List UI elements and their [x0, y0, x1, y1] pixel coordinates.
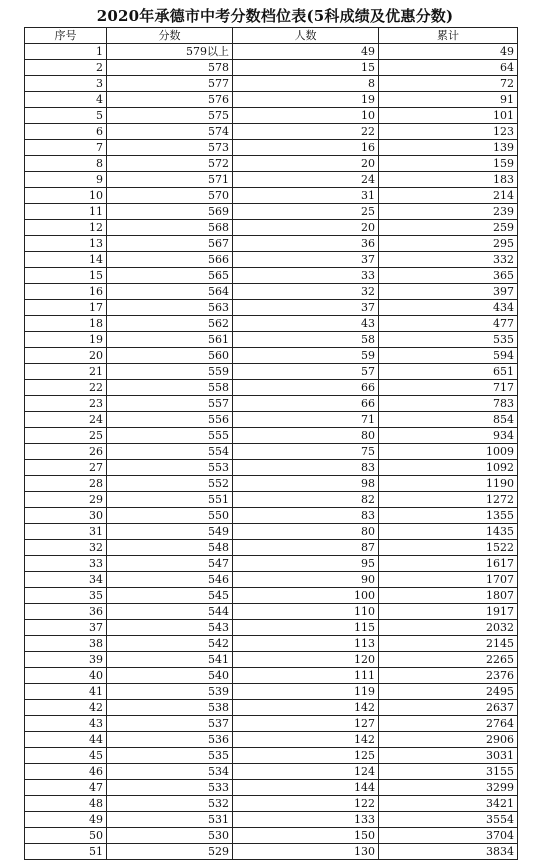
- cell-cumulative: 49: [379, 44, 518, 60]
- cell-index: 4: [25, 92, 107, 108]
- cell-score: 544: [107, 604, 233, 620]
- table-row: [25, 620, 518, 636]
- cell-count: 22: [233, 124, 379, 140]
- table-row: [25, 700, 518, 716]
- table-row: [25, 604, 518, 620]
- cell-score: 531: [107, 812, 233, 828]
- cell-cumulative: 3554: [379, 812, 518, 828]
- cell-cumulative: 1009: [379, 444, 518, 460]
- cell-index: 5: [25, 108, 107, 124]
- cell-cumulative: 397: [379, 284, 518, 300]
- table-row: [25, 300, 518, 316]
- table-row: [25, 172, 518, 188]
- cell-score: 545: [107, 588, 233, 604]
- cell-cumulative: 651: [379, 364, 518, 380]
- table-row: [25, 236, 518, 252]
- cell-score: 549: [107, 524, 233, 540]
- table-row: [25, 492, 518, 508]
- cell-count: 115: [233, 620, 379, 636]
- cell-index: 49: [25, 812, 107, 828]
- cell-cumulative: 1272: [379, 492, 518, 508]
- cell-cumulative: 2376: [379, 668, 518, 684]
- cell-count: 113: [233, 636, 379, 652]
- cell-count: 125: [233, 748, 379, 764]
- cell-index: 9: [25, 172, 107, 188]
- cell-count: 95: [233, 556, 379, 572]
- cell-index: 34: [25, 572, 107, 588]
- cell-score: 575: [107, 108, 233, 124]
- cell-cumulative: 1807: [379, 588, 518, 604]
- cell-count: 120: [233, 652, 379, 668]
- cell-index: 44: [25, 732, 107, 748]
- cell-index: 46: [25, 764, 107, 780]
- cell-index: 36: [25, 604, 107, 620]
- cell-index: 1: [25, 44, 107, 60]
- cell-index: 47: [25, 780, 107, 796]
- cell-index: 24: [25, 412, 107, 428]
- cell-cumulative: 2032: [379, 620, 518, 636]
- cell-cumulative: 2265: [379, 652, 518, 668]
- cell-score: 555: [107, 428, 233, 444]
- cell-score: 533: [107, 780, 233, 796]
- table-row: [25, 364, 518, 380]
- cell-index: 40: [25, 668, 107, 684]
- score-distribution-table: [24, 27, 518, 860]
- table-row: [25, 636, 518, 652]
- cell-cumulative: 1707: [379, 572, 518, 588]
- cell-index: 26: [25, 444, 107, 460]
- cell-count: 83: [233, 508, 379, 524]
- cell-cumulative: 934: [379, 428, 518, 444]
- cell-score: 530: [107, 828, 233, 844]
- cell-cumulative: 1092: [379, 460, 518, 476]
- cell-index: 16: [25, 284, 107, 300]
- table-row: [25, 156, 518, 172]
- cell-cumulative: 783: [379, 396, 518, 412]
- table-row: [25, 204, 518, 220]
- cell-cumulative: 295: [379, 236, 518, 252]
- cell-cumulative: 72: [379, 76, 518, 92]
- cell-score: 577: [107, 76, 233, 92]
- cell-count: 82: [233, 492, 379, 508]
- table-row: [25, 764, 518, 780]
- cell-count: 49: [233, 44, 379, 60]
- cell-cumulative: 2145: [379, 636, 518, 652]
- cell-count: 33: [233, 268, 379, 284]
- cell-cumulative: 1435: [379, 524, 518, 540]
- cell-score: 561: [107, 332, 233, 348]
- table-row: [25, 220, 518, 236]
- table-row: [25, 540, 518, 556]
- cell-index: 7: [25, 140, 107, 156]
- cell-cumulative: 1917: [379, 604, 518, 620]
- cell-index: 21: [25, 364, 107, 380]
- table-row: [25, 748, 518, 764]
- cell-cumulative: 332: [379, 252, 518, 268]
- cell-score: 578: [107, 60, 233, 76]
- cell-cumulative: 2906: [379, 732, 518, 748]
- cell-count: 122: [233, 796, 379, 812]
- cell-count: 75: [233, 444, 379, 460]
- cell-index: 28: [25, 476, 107, 492]
- cell-score: 553: [107, 460, 233, 476]
- table-row: [25, 716, 518, 732]
- table-row: [25, 124, 518, 140]
- cell-index: 6: [25, 124, 107, 140]
- cell-cumulative: 1355: [379, 508, 518, 524]
- cell-index: 51: [25, 844, 107, 860]
- cell-cumulative: 434: [379, 300, 518, 316]
- cell-count: 10: [233, 108, 379, 124]
- cell-count: 142: [233, 732, 379, 748]
- cell-score: 579以上: [107, 44, 233, 60]
- table-row: [25, 588, 518, 604]
- cell-score: 547: [107, 556, 233, 572]
- table-row: [25, 460, 518, 476]
- cell-score: 529: [107, 844, 233, 860]
- table-row: [25, 796, 518, 812]
- cell-score: 559: [107, 364, 233, 380]
- cell-count: 142: [233, 700, 379, 716]
- cell-score: 534: [107, 764, 233, 780]
- cell-cumulative: 717: [379, 380, 518, 396]
- table-body: [25, 44, 518, 860]
- cell-score: 567: [107, 236, 233, 252]
- table-row: [25, 284, 518, 300]
- column-header-score: 分数: [107, 28, 233, 44]
- cell-index: 39: [25, 652, 107, 668]
- cell-cumulative: 477: [379, 316, 518, 332]
- cell-count: 25: [233, 204, 379, 220]
- cell-index: 15: [25, 268, 107, 284]
- cell-index: 27: [25, 460, 107, 476]
- table-row: [25, 524, 518, 540]
- cell-count: 100: [233, 588, 379, 604]
- cell-score: 536: [107, 732, 233, 748]
- cell-count: 57: [233, 364, 379, 380]
- cell-index: 20: [25, 348, 107, 364]
- table-row: [25, 684, 518, 700]
- cell-count: 15: [233, 60, 379, 76]
- cell-score: 568: [107, 220, 233, 236]
- cell-index: 48: [25, 796, 107, 812]
- cell-score: 542: [107, 636, 233, 652]
- cell-index: 42: [25, 700, 107, 716]
- table-row: [25, 652, 518, 668]
- cell-score: 551: [107, 492, 233, 508]
- cell-score: 570: [107, 188, 233, 204]
- cell-index: 8: [25, 156, 107, 172]
- table-row: [25, 396, 518, 412]
- cell-cumulative: 1522: [379, 540, 518, 556]
- table-row: [25, 188, 518, 204]
- cell-count: 83: [233, 460, 379, 476]
- table-row: [25, 252, 518, 268]
- cell-score: 564: [107, 284, 233, 300]
- table-row: [25, 332, 518, 348]
- table-row: [25, 668, 518, 684]
- cell-index: 41: [25, 684, 107, 700]
- cell-count: 16: [233, 140, 379, 156]
- table-row: [25, 412, 518, 428]
- cell-score: 558: [107, 380, 233, 396]
- cell-cumulative: 101: [379, 108, 518, 124]
- cell-cumulative: 535: [379, 332, 518, 348]
- column-header-count: 人数: [233, 28, 379, 44]
- cell-count: 20: [233, 156, 379, 172]
- cell-index: 11: [25, 204, 107, 220]
- cell-count: 98: [233, 476, 379, 492]
- cell-count: 80: [233, 524, 379, 540]
- column-header-cumulative: 累计: [379, 28, 518, 44]
- table-row: [25, 380, 518, 396]
- table-row: [25, 508, 518, 524]
- cell-score: 550: [107, 508, 233, 524]
- table-row: [25, 476, 518, 492]
- cell-cumulative: 139: [379, 140, 518, 156]
- cell-index: 12: [25, 220, 107, 236]
- table-row: [25, 556, 518, 572]
- cell-cumulative: 594: [379, 348, 518, 364]
- cell-cumulative: 239: [379, 204, 518, 220]
- cell-score: 532: [107, 796, 233, 812]
- table-row: [25, 140, 518, 156]
- cell-count: 144: [233, 780, 379, 796]
- cell-count: 32: [233, 284, 379, 300]
- cell-count: 133: [233, 812, 379, 828]
- cell-index: 32: [25, 540, 107, 556]
- cell-index: 38: [25, 636, 107, 652]
- cell-cumulative: 2637: [379, 700, 518, 716]
- cell-score: 538: [107, 700, 233, 716]
- table-row: [25, 844, 518, 860]
- cell-score: 563: [107, 300, 233, 316]
- column-header-index: 序号: [25, 28, 107, 44]
- cell-cumulative: 91: [379, 92, 518, 108]
- cell-index: 30: [25, 508, 107, 524]
- cell-score: 569: [107, 204, 233, 220]
- cell-index: 3: [25, 76, 107, 92]
- cell-cumulative: 259: [379, 220, 518, 236]
- cell-index: 31: [25, 524, 107, 540]
- cell-index: 50: [25, 828, 107, 844]
- cell-count: 20: [233, 220, 379, 236]
- table-row: [25, 268, 518, 284]
- cell-score: 565: [107, 268, 233, 284]
- table-row: [25, 812, 518, 828]
- cell-index: 45: [25, 748, 107, 764]
- cell-score: 535: [107, 748, 233, 764]
- cell-count: 90: [233, 572, 379, 588]
- cell-score: 573: [107, 140, 233, 156]
- cell-cumulative: 3704: [379, 828, 518, 844]
- cell-score: 571: [107, 172, 233, 188]
- cell-score: 562: [107, 316, 233, 332]
- table-row: [25, 316, 518, 332]
- cell-count: 111: [233, 668, 379, 684]
- cell-cumulative: 64: [379, 60, 518, 76]
- cell-index: 23: [25, 396, 107, 412]
- cell-count: 37: [233, 252, 379, 268]
- cell-count: 71: [233, 412, 379, 428]
- table-row: [25, 444, 518, 460]
- cell-index: 43: [25, 716, 107, 732]
- cell-count: 87: [233, 540, 379, 556]
- table-row: [25, 108, 518, 124]
- cell-cumulative: 3031: [379, 748, 518, 764]
- cell-score: 548: [107, 540, 233, 556]
- cell-cumulative: 159: [379, 156, 518, 172]
- cell-count: 24: [233, 172, 379, 188]
- cell-index: 17: [25, 300, 107, 316]
- cell-score: 556: [107, 412, 233, 428]
- cell-index: 33: [25, 556, 107, 572]
- table-row: [25, 44, 518, 60]
- cell-cumulative: 3299: [379, 780, 518, 796]
- cell-cumulative: 214: [379, 188, 518, 204]
- cell-score: 539: [107, 684, 233, 700]
- cell-score: 546: [107, 572, 233, 588]
- cell-index: 37: [25, 620, 107, 636]
- cell-score: 554: [107, 444, 233, 460]
- page-title: 2020年承德市中考分数档位表(5科成绩及优惠分数): [96, 7, 454, 25]
- cell-score: 572: [107, 156, 233, 172]
- cell-cumulative: 1190: [379, 476, 518, 492]
- cell-count: 59: [233, 348, 379, 364]
- cell-cumulative: 2495: [379, 684, 518, 700]
- cell-cumulative: 854: [379, 412, 518, 428]
- cell-count: 130: [233, 844, 379, 860]
- cell-score: 576: [107, 92, 233, 108]
- cell-count: 36: [233, 236, 379, 252]
- cell-score: 543: [107, 620, 233, 636]
- table-row: [25, 780, 518, 796]
- cell-index: 35: [25, 588, 107, 604]
- cell-cumulative: 3834: [379, 844, 518, 860]
- cell-score: 574: [107, 124, 233, 140]
- cell-count: 58: [233, 332, 379, 348]
- cell-index: 25: [25, 428, 107, 444]
- table-row: [25, 572, 518, 588]
- cell-cumulative: 2764: [379, 716, 518, 732]
- cell-score: 566: [107, 252, 233, 268]
- cell-count: 8: [233, 76, 379, 92]
- cell-count: 66: [233, 396, 379, 412]
- cell-count: 150: [233, 828, 379, 844]
- cell-index: 10: [25, 188, 107, 204]
- table-row: [25, 428, 518, 444]
- table-row: [25, 828, 518, 844]
- cell-index: 22: [25, 380, 107, 396]
- cell-index: 13: [25, 236, 107, 252]
- cell-count: 66: [233, 380, 379, 396]
- cell-index: 14: [25, 252, 107, 268]
- cell-count: 37: [233, 300, 379, 316]
- table-row: [25, 76, 518, 92]
- cell-index: 29: [25, 492, 107, 508]
- cell-score: 537: [107, 716, 233, 732]
- table-header-row: [25, 28, 518, 44]
- cell-index: 19: [25, 332, 107, 348]
- cell-score: 552: [107, 476, 233, 492]
- cell-index: 2: [25, 60, 107, 76]
- cell-cumulative: 3155: [379, 764, 518, 780]
- table-row: [25, 92, 518, 108]
- cell-count: 43: [233, 316, 379, 332]
- cell-score: 540: [107, 668, 233, 684]
- cell-cumulative: 123: [379, 124, 518, 140]
- table-row: [25, 348, 518, 364]
- cell-cumulative: 365: [379, 268, 518, 284]
- table-row: [25, 60, 518, 76]
- cell-count: 124: [233, 764, 379, 780]
- cell-count: 127: [233, 716, 379, 732]
- cell-score: 560: [107, 348, 233, 364]
- cell-count: 80: [233, 428, 379, 444]
- cell-index: 18: [25, 316, 107, 332]
- cell-cumulative: 183: [379, 172, 518, 188]
- cell-score: 541: [107, 652, 233, 668]
- cell-cumulative: 1617: [379, 556, 518, 572]
- cell-cumulative: 3421: [379, 796, 518, 812]
- cell-count: 110: [233, 604, 379, 620]
- cell-count: 31: [233, 188, 379, 204]
- cell-count: 19: [233, 92, 379, 108]
- cell-count: 119: [233, 684, 379, 700]
- table-row: [25, 732, 518, 748]
- cell-score: 557: [107, 396, 233, 412]
